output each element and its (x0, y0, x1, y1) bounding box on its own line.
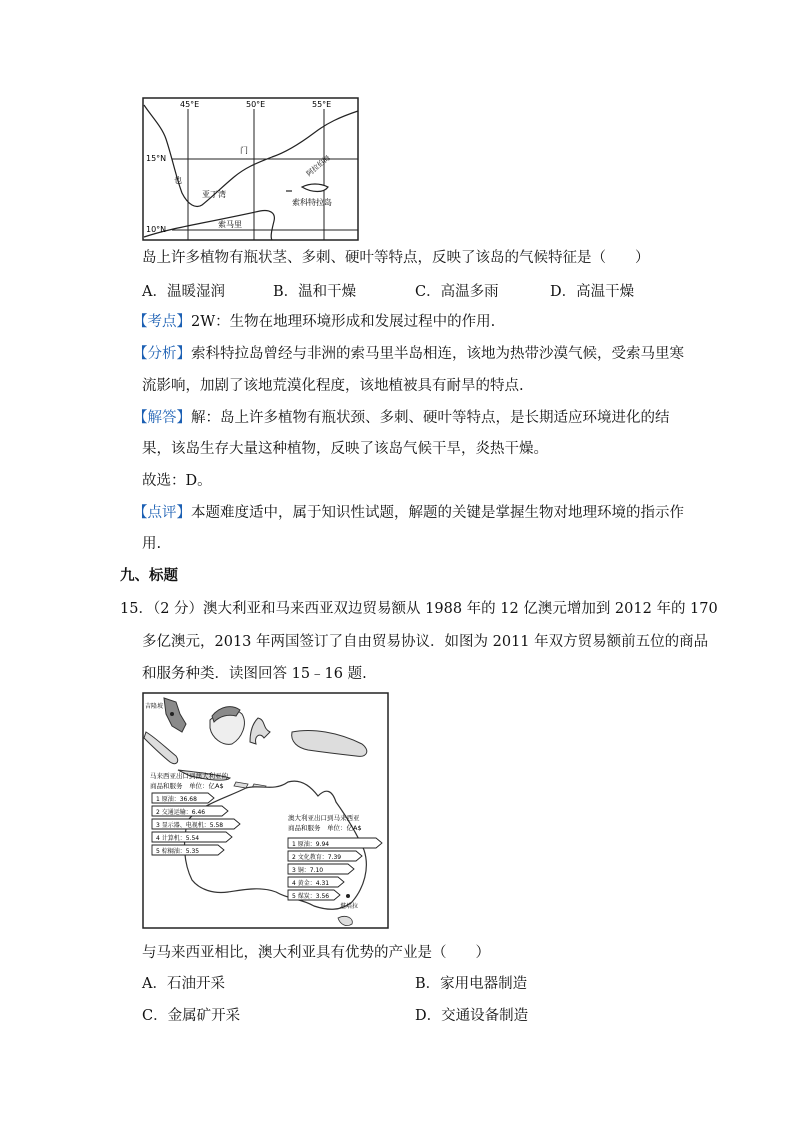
gulf-of-aden-label: 亚丁湾 (202, 190, 226, 199)
lat-15-label: 15°N (146, 154, 167, 163)
socotra-map (142, 97, 360, 242)
my-export-item-1: 1 原油：36.68 (156, 796, 197, 803)
kaodian-text: 2W：生物在地理环境形成和发展过程中的作用. (191, 314, 496, 330)
jieda-text-2: 果，该岛生存大量这种植物，反映了该岛气候干旱，炎热干燥。 (142, 441, 548, 457)
q15-stem: 与马来西亚相比，澳大利亚具有优势的产业是（ ） (142, 945, 490, 961)
au-export-item-3: 3 铜：7.10 (292, 867, 324, 874)
dianping-text-1: 本题难度适中，属于知识性试题，解题的关键是掌握生物对地理环境的指示作 (191, 505, 684, 521)
canberra-label: 堪培拉 (340, 903, 359, 910)
my-export-item-5: 5 棕榈油：5.35 (156, 848, 200, 855)
kaodian-tag: 【考点】 (133, 314, 191, 330)
q14-option-d[interactable]: D．高温干燥 (550, 284, 635, 300)
my-export-item-3: 3 显示器、电视机：5.58 (156, 822, 224, 829)
lat-10-label: 10°N (146, 225, 167, 234)
lon-55-label: 55°E (312, 100, 332, 109)
q14-stem: 岛上许多植物有瓶状茎、多刺、硬叶等特点，反映了该岛的气候特征是（ ） (142, 250, 650, 266)
my-export-title-1: 马来西亚出口到澳大利亚的 (150, 772, 228, 780)
kuala-lumpur-label: 吉隆坡 (145, 703, 164, 710)
au-export-item-4: 4 黄金：4.31 (292, 880, 330, 887)
au-export-title-2: 商品和服务 单位：亿A$ (288, 824, 362, 832)
lon-45-label: 45°E (180, 100, 200, 109)
lon-50-label: 50°E (246, 100, 266, 109)
q15-line-1: 15．（2 分）澳大利亚和马来西亚双边贸易额从 1988 年的 12 亿澳元增加到 2012 年的 170 (120, 601, 718, 617)
answer-text: 故选：D。 (142, 473, 212, 489)
trade-map (142, 692, 390, 930)
jieda-text-1: 解：岛上许多植物有瓶状颈、多刺、硬叶等特点，是长期适应环境进化的结 (191, 410, 670, 426)
kaodian-line (133, 312, 495, 332)
yemen-label-2: 也 (174, 176, 182, 185)
my-export-item-4: 4 计算机：5.54 (156, 835, 200, 842)
fenxi-tag: 【分析】 (133, 346, 191, 362)
q15-option-c[interactable]: C．金属矿开采 (142, 1008, 241, 1024)
q14-option-c[interactable]: C．高温多雨 (415, 284, 499, 300)
my-export-title-2: 商品和服务 单位：亿A$ (150, 782, 224, 790)
q14-option-a[interactable]: A．温暖湿润 (142, 284, 225, 300)
au-export-item-1: 1 原油：9.94 (292, 841, 330, 848)
q14-option-b[interactable]: B．温和干燥 (273, 284, 357, 300)
q15-option-d[interactable]: D．交通设备制造 (415, 1008, 529, 1024)
yemen-label-1: 门 (240, 146, 248, 155)
my-export-item-2: 2 交通运输：6.46 (156, 809, 206, 816)
fenxi-text-2: 流影响，加剧了该地荒漠化程度，该地植被具有耐旱的特点. (142, 378, 524, 394)
q15-line-2: 多亿澳元，2013 年两国签订了自由贸易协议．如图为 2011 年双方贸易额前五位的商品 (142, 634, 709, 650)
dianping-tag: 【点评】 (133, 505, 191, 521)
q15-line-3: 和服务种类．读图回答 15﹣16 题. (142, 666, 367, 682)
fenxi-text-1: 索科特拉岛曾经与非洲的索马里半岛相连，该地为热带沙漠气候，受索马里寒 (191, 346, 684, 362)
jieda-line-1 (133, 408, 670, 428)
au-export-item-2: 2 文化教育：7.39 (292, 854, 342, 861)
section-title: 九、标题 (120, 568, 178, 584)
somalia-label: 索马里 (218, 220, 242, 229)
socotra-label: 索科特拉岛 (292, 198, 332, 207)
arabian-sea-label: 阿拉伯海 (305, 153, 332, 179)
q15-option-a[interactable]: A．石油开采 (142, 976, 225, 992)
fenxi-line-1 (133, 344, 684, 364)
dianping-text-2: 用. (142, 536, 162, 552)
au-export-title-1: 澳大利亚出口到马来西亚 (288, 814, 360, 822)
dianping-line-1 (133, 503, 684, 523)
q15-option-b[interactable]: B．家用电器制造 (415, 976, 528, 992)
au-export-item-5: 5 煤炭：3.56 (292, 893, 330, 900)
jieda-tag: 【解答】 (133, 410, 191, 426)
